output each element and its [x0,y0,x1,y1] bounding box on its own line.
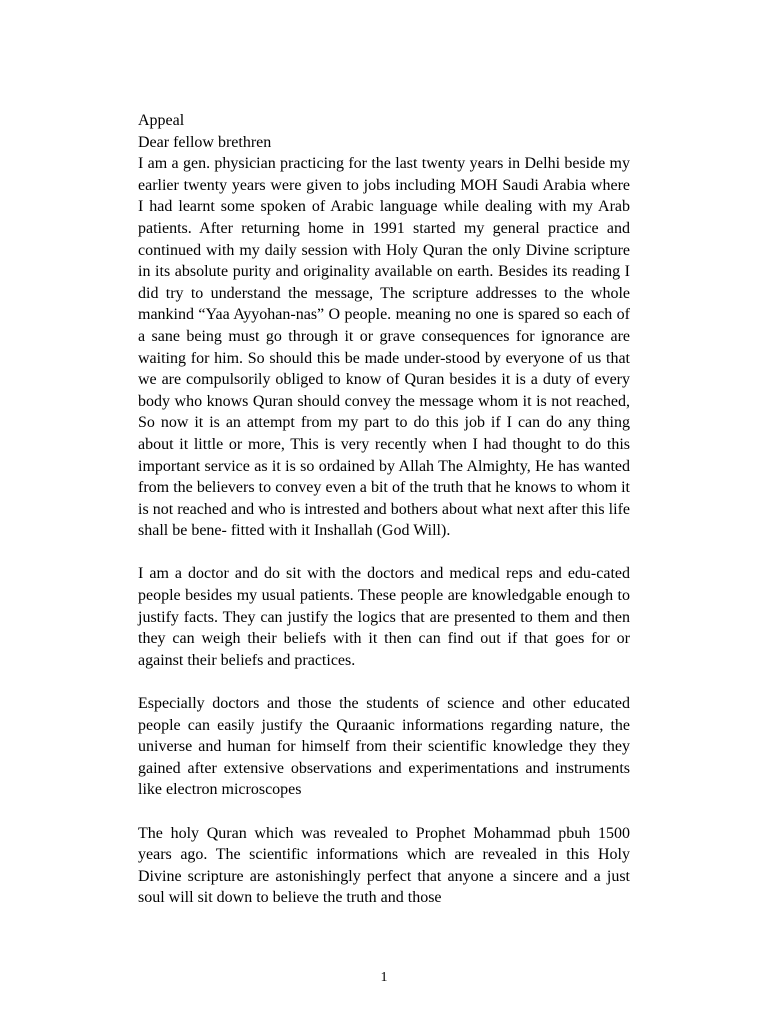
document-heading: Appeal [138,112,185,129]
paragraph-doctor: I am a doctor and do sit with the doctors and medical reps and edu-cated people besides my usual patients. These people are knowledgable enough to justify facts. They can justify the logics that are presented to them and then they can weigh their beliefs with it then can find out if that goes for or against their beliefs and practices. [138,565,630,669]
paragraph-intro: I am a gen. physician practicing for the last twenty years in Delhi beside my earlier twenty years were given to jobs including MOH Saudi Arabia where I had learnt some spoken of Arabic language while dealing with my Arab patients. After returning home in 1991 started my general practice and continued with my daily session with Holy Quran the only Divine scripture in its absolute purity and originality available on earth. Besides its reading I did try to understand the message, The scripture addresses to the whole mankind “Yaa Ayyohan-nas” O people. meaning no one is spared so each of a sane being must go through it or grave consequences for ignorance are waiting for him. So should this be made under-stood by everyone of us that we are compulsorily obliged to know of Quran besides it is a duty of every body who knows Quran should convey the message whom it is not reached, So now it is an attempt from my part to do this job if I can do any thing about it little or more, This is very recently when I had thought to do this important service as it is so ordained by Allah The Almighty, He has wanted from the believers to convey even a bit of the truth that he knows to whom it is not reached and who is intrested and bothers about what next after this life shall be bene- fitted with it Inshallah (God Will). [138,155,630,540]
document-body [138,110,630,909]
salutation: Dear fellow brethren [138,133,272,151]
page-number: 1 [380,970,388,985]
paragraph-quran: The holy Quran which was revealed to Prophet Mohammad pbuh 1500 years ago. The scientific informations which are revealed in this Holy Divine scripture are astonishingly perfect that anyone a sincere and a just soul will sit down to believe the truth and those [138,824,630,907]
paragraph-science: Especially doctors and those the students of science and other educated people can easily justify the Quraanic informations regarding nature, the universe and human for himself from their scientific knowledge they they gained after extensive observations and experimentations and instruments like electron microscopes [138,695,630,799]
